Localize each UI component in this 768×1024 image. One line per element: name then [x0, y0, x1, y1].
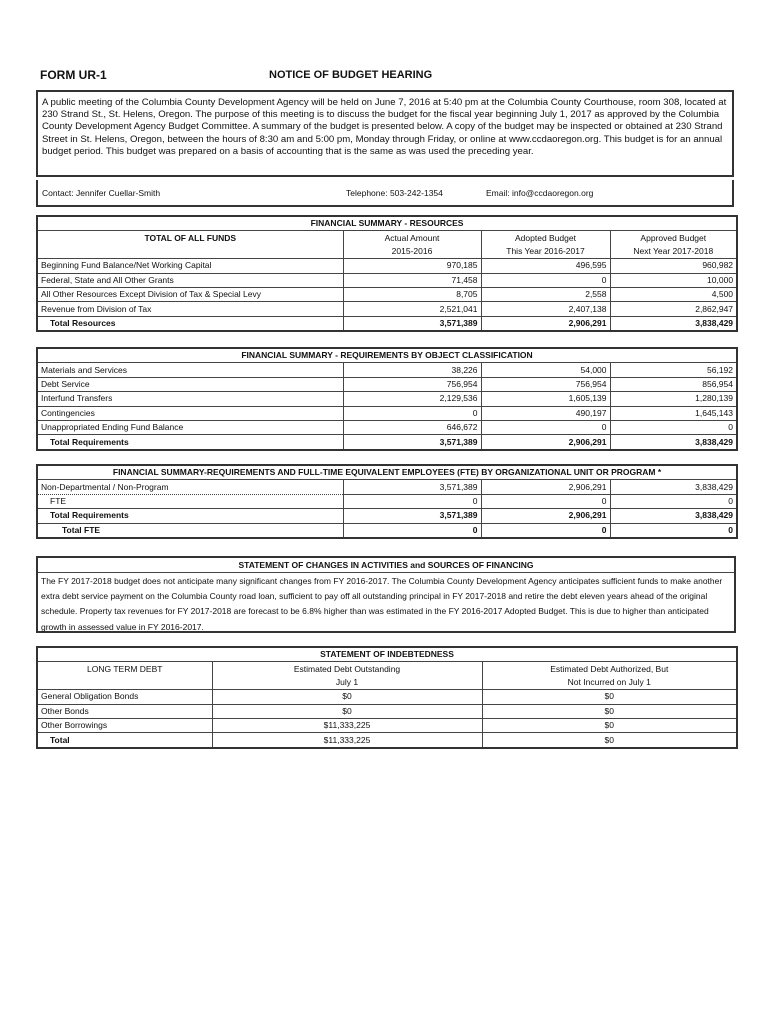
row-label: Debt Service — [37, 377, 343, 391]
row-value: 54,000 — [481, 363, 610, 377]
resources-table — [36, 215, 738, 332]
row-label: Other Bonds — [37, 704, 212, 718]
total-value: 3,571,389 — [343, 435, 481, 450]
total-label: Total FTE — [62, 524, 101, 535]
fte-title: FINANCIAL SUMMARY-REQUIREMENTS AND FULL-TIME EQUIVALENT EMPLOYEES (FTE) BY ORGANIZATIONAL UNIT OR PROGRAM * — [37, 465, 737, 480]
row-value: 0 — [343, 494, 481, 508]
row-value: 496,595 — [481, 259, 610, 273]
resources-col-actual: Actual Amount — [343, 231, 481, 245]
total-value: 0 — [610, 523, 737, 538]
table-row — [37, 259, 737, 273]
contact-telephone: Telephone: 503-242-1354 — [346, 188, 443, 198]
debt-col-authorized-date: Not Incurred on July 1 — [482, 676, 737, 690]
changes-text: The FY 2017-2018 budget does not anticipate many significant changes from FY 2016-2017. The Columbia County Development Agency anticipates sufficient funds to make another extra debt service payment on the Columbia County road loan, sufficient to pay off all outstanding principal in FY 2017-2018 and retire the debt eleven years ahead of the original schedule. Property tax revenues for FY 2017-2018 are forecast to be 6.8% higher than was estimated in the FY 2016-2017 Adopted Budget. This is due to higher than anticipated growth in assessed value in FY 2016-2017. — [41, 576, 723, 632]
notice-title: NOTICE OF BUDGET HEARING — [269, 69, 433, 81]
row-label: Non-Departmental / Non-Program — [37, 480, 343, 494]
requirements-title: FINANCIAL SUMMARY - REQUIREMENTS BY OBJECT CLASSIFICATION — [37, 348, 737, 363]
row-value: 970,185 — [343, 259, 481, 273]
row-value: 71,458 — [343, 273, 481, 287]
debt-title: STATEMENT OF INDEBTEDNESS — [37, 647, 737, 662]
row-value: 4,500 — [610, 287, 737, 301]
row-label: Other Borrowings — [37, 718, 212, 732]
total-label: Total Requirements — [37, 509, 343, 523]
table-row — [37, 480, 737, 494]
row-value: 856,954 — [610, 377, 737, 391]
row-value: 2,129,536 — [343, 392, 481, 406]
row-value: 38,226 — [343, 363, 481, 377]
contact-email: Email: info@ccdaoregon.org — [486, 188, 594, 198]
row-value: 0 — [481, 494, 610, 508]
row-value: 8,705 — [343, 287, 481, 301]
table-row — [37, 287, 737, 301]
row-value: 0 — [481, 420, 610, 434]
form-label: FORM UR-1 — [40, 68, 107, 82]
table-row — [37, 392, 737, 406]
contact-row — [36, 180, 734, 207]
row-label: Revenue from Division of Tax — [37, 302, 343, 316]
row-label: Unappropriated Ending Fund Balance — [37, 420, 343, 434]
resources-title: FINANCIAL SUMMARY - RESOURCES — [37, 216, 737, 231]
total-label: Total Requirements — [50, 436, 129, 447]
total-value: 0 — [481, 523, 610, 538]
row-value: 2,906,291 — [481, 480, 610, 494]
total-value: $0 — [482, 733, 737, 748]
row-value: 2,558 — [481, 287, 610, 301]
row-label: General Obligation Bonds — [37, 690, 212, 704]
changes-section — [36, 556, 736, 633]
total-value: 3,838,429 — [610, 316, 737, 331]
table-row — [37, 718, 737, 732]
total-value: 3,571,389 — [343, 509, 481, 523]
row-label: Contingencies — [37, 406, 343, 420]
total-label: Total Resources — [50, 317, 116, 328]
row-value: $0 — [212, 690, 482, 704]
row-value: 756,954 — [481, 377, 610, 391]
row-value: $0 — [482, 690, 737, 704]
fte-table — [36, 464, 738, 539]
row-value: 1,280,139 — [610, 392, 737, 406]
row-value: 10,000 — [610, 273, 737, 287]
resources-col-approved: Approved Budget — [610, 231, 737, 245]
row-value: 2,521,041 — [343, 302, 481, 316]
total-row — [37, 316, 737, 331]
resources-col-approved-year: Next Year 2017-2018 — [610, 245, 737, 259]
table-row — [37, 377, 737, 391]
debt-col-outstanding: Estimated Debt Outstanding — [212, 662, 482, 676]
row-value: 3,838,429 — [610, 480, 737, 494]
row-value: 756,954 — [343, 377, 481, 391]
row-value: 960,982 — [610, 259, 737, 273]
total-value: 3,571,389 — [343, 316, 481, 331]
contact-name: Contact: Jennifer Cuellar-Smith — [42, 188, 161, 198]
row-label: Beginning Fund Balance/Net Working Capital — [37, 259, 343, 273]
total-value: $11,333,225 — [212, 733, 482, 748]
row-value: 1,605,139 — [481, 392, 610, 406]
total-value: 2,906,291 — [481, 435, 610, 450]
total-value: 2,906,291 — [481, 316, 610, 331]
row-label: Materials and Services — [37, 363, 343, 377]
changes-title: STATEMENT OF CHANGES IN ACTIVITIES and SOURCES OF FINANCING — [38, 558, 734, 573]
row-label: FTE — [37, 494, 343, 508]
table-row — [37, 302, 737, 316]
row-value: 0 — [610, 494, 737, 508]
total-row — [37, 435, 737, 450]
table-row — [37, 363, 737, 377]
total-value: 3,838,429 — [610, 435, 737, 450]
total-row — [37, 509, 737, 523]
total-value: 3,838,429 — [610, 509, 737, 523]
row-value: 646,672 — [343, 420, 481, 434]
row-value: 1,645,143 — [610, 406, 737, 420]
header — [38, 68, 738, 84]
row-value: 3,571,389 — [343, 480, 481, 494]
table-row — [37, 273, 737, 287]
row-label: Interfund Transfers — [37, 392, 343, 406]
table-row — [37, 494, 737, 508]
row-value: $11,333,225 — [212, 718, 482, 732]
row-value: 0 — [343, 406, 481, 420]
row-value: 2,862,947 — [610, 302, 737, 316]
requirements-table — [36, 347, 738, 451]
resources-col-adopted-year: This Year 2016-2017 — [481, 245, 610, 259]
row-value: 2,407,138 — [481, 302, 610, 316]
debt-col-outstanding-date: July 1 — [212, 676, 482, 690]
notice-paragraph: A public meeting of the Columbia County Development Agency will be held on June 7, 2016 at 5:40 pm at the Columbia County Courthouse, room 308, located at 230 Strand St., St. Helens, Oregon. The purpose of this meeting is to discuss the budget for the fiscal year beginning July 1, 2017 as approved by the Columbia County Development Agency Budget Committee. A summary of the budget is presented below. A copy of the budget may be inspected or obtained at 230 Strand Street in St. Helens, Oregon, between the hours of 8:30 am and 5:00 pm, Monday through Friday, or online at www.ccdaoregon.org. This budget is for an annual budget period. This budget was prepared on a basis of accounting that is the same as was used the preceding year. — [36, 90, 734, 177]
total-row — [37, 733, 737, 748]
row-value: 0 — [610, 420, 737, 434]
total-row — [37, 523, 737, 538]
table-row — [37, 704, 737, 718]
row-value: 0 — [481, 273, 610, 287]
row-label: Federal, State and All Other Grants — [37, 273, 343, 287]
table-row — [37, 420, 737, 434]
debt-col-long-term: LONG TERM DEBT — [87, 663, 163, 674]
total-value: 2,906,291 — [481, 509, 610, 523]
table-row — [37, 406, 737, 420]
debt-table — [36, 646, 738, 749]
debt-col-authorized: Estimated Debt Authorized, But — [482, 662, 737, 676]
row-value: $0 — [212, 704, 482, 718]
row-value: 56,192 — [610, 363, 737, 377]
row-value: 490,197 — [481, 406, 610, 420]
total-value: 0 — [343, 523, 481, 538]
resources-col-funds: TOTAL OF ALL FUNDS — [144, 232, 237, 243]
row-value: $0 — [482, 718, 737, 732]
row-label: All Other Resources Except Division of Tax & Special Levy — [37, 287, 343, 301]
row-value: $0 — [482, 704, 737, 718]
resources-col-actual-year: 2015-2016 — [343, 245, 481, 259]
total-label: Total — [50, 734, 70, 745]
resources-col-adopted: Adopted Budget — [481, 231, 610, 245]
table-row — [37, 690, 737, 704]
